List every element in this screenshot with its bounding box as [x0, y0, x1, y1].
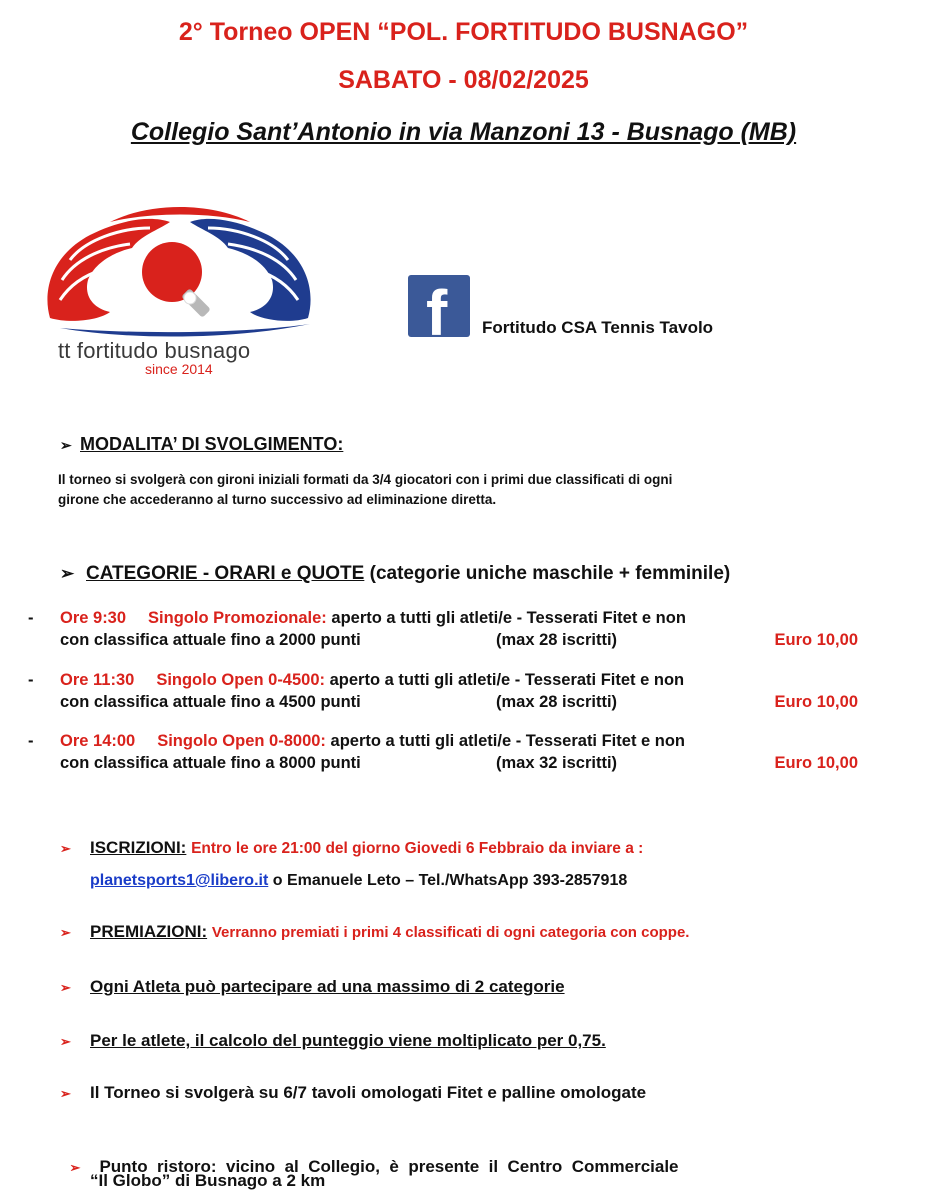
arrow-icon: ➢	[60, 564, 75, 583]
event-date: SABATO - 08/02/2025	[338, 66, 589, 94]
note-atlete: ➢ Per le atlete, il calcolo del punteggio viene moltiplicato per 0,75.	[60, 1031, 606, 1050]
note-ristoro-line2: “Il Globo” di Busnago a 2 km	[90, 1171, 326, 1190]
iscrizioni-contact: planetsports1@libero.it o Emanuele Leto – Tel./WhatsApp 393-2857918	[90, 872, 628, 889]
note-ristoro: ➢ Punto ristoro: vicino al Collegio, è presente il Centro Commerciale	[69, 1157, 679, 1176]
categorie-heading: ➢ CATEGORIE - ORARI e QUOTE (categorie uniche maschile + femminile)	[60, 563, 731, 584]
paddle-handle	[181, 288, 211, 318]
arrow-icon: ➢	[60, 1034, 71, 1049]
arrow-icon: ➢	[60, 437, 72, 453]
arrow-icon: ➢	[69, 1160, 81, 1175]
page-title: 2° Torneo OPEN “POL. FORTITUDO BUSNAGO”	[178, 18, 749, 46]
venue-address: Collegio Sant’Antonio in via Manzoni 13 - Busnago (MB)	[130, 118, 797, 146]
modalita-heading: ➢ MODALITA’ DI SVOLGIMENTO:	[60, 434, 344, 454]
note-tavoli: ➢ Il Torneo si svolgerà su 6/7 tavoli omologati Fitet e palline omologate	[60, 1083, 647, 1102]
arrow-icon: ➢	[60, 1086, 71, 1101]
arrow-icon: ➢	[60, 925, 71, 940]
note-categorie-max: ➢ Ogni Atleta può partecipare ad una massimo di 2 categorie	[60, 977, 565, 996]
facebook-icon[interactable]: f	[408, 275, 470, 337]
logo-text: tt fortitudo busnago	[58, 338, 251, 363]
arrow-icon: ➢	[60, 841, 71, 856]
facebook-page-label[interactable]: Fortitudo CSA Tennis Tavolo	[482, 318, 714, 337]
iscrizioni-line: ➢ ISCRIZIONI: Entro le ore 21:00 del giorno Giovedi 6 Febbraio da inviare a :	[60, 838, 644, 857]
premiazioni-line: ➢ PREMIAZIONI: Verranno premiati i primi 4 classificati di ogni categoria con coppe.	[60, 922, 690, 941]
modalita-text: Il torneo si svolgerà con gironi iniziali formati da 3/4 giocatori con i primi due classificati di ogni girone che accederanno al turno successivo ad eliminazione diretta.	[58, 472, 673, 507]
logo-since: since 2014	[145, 361, 213, 377]
arrow-icon: ➢	[60, 980, 71, 995]
email-link[interactable]: planetsports1@libero.it	[90, 872, 269, 889]
ball	[184, 292, 196, 304]
